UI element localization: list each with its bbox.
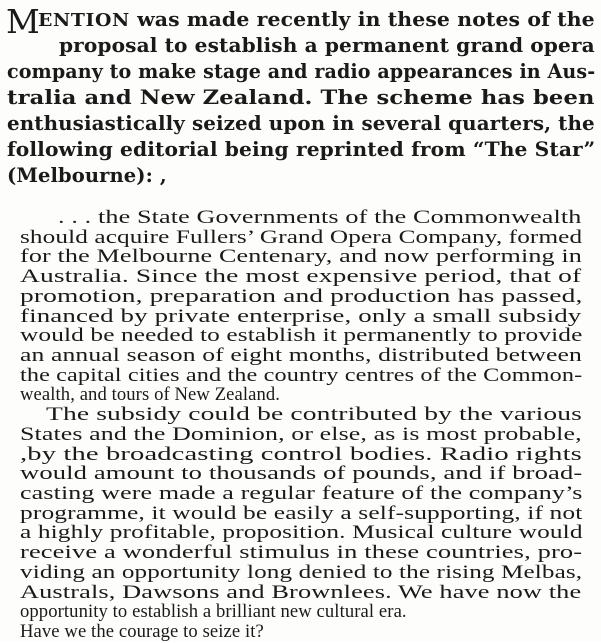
quote-line-20: Australs, Dawsons and Brownlees. We have now the [20,581,582,603]
quote-line-8: an annual season of eight months, distributed between [20,345,582,366]
quote-line-12: States and the Dominion, or else, as is most probable, [20,423,582,445]
quote-line-5: promotion, preparation and production has passed, [20,285,583,307]
quote-line-13: ,by the broadcasting control bodies. Radio rights [20,443,582,465]
quote-line-7: would be needed to establish it permanently to provide [20,325,583,347]
quote-line-3: for the Melbourne Centenary, and now performing in [20,246,582,268]
quote-line-21: opportunity to establish a brilliant new cultural era. [20,601,407,623]
lead-line-7: (Melbourne): , [7,164,167,187]
quote-line-22: Have we the courage to seize it? [20,621,264,642]
quote-line-17: a highly profitable, proposition. Musical culture would [20,522,583,544]
lead-line-4: tralia and New Zealand. The scheme has been [7,86,595,109]
quote-line-14: would amount to thousands of pounds, and if broad- [20,463,583,485]
quote-line-4: Australia. Since the most expensive period, that of [20,266,582,288]
quote-line-11: The subsidy could be contributed by the various [46,404,582,426]
quote-line-10: wealth, and tours of New Zealand. [20,384,281,406]
lead-line-1-rest: was made recently in these notes of the [129,8,595,31]
quote-line-6: financed by private enterprise, only a small subsidy [20,305,582,327]
quote-line-18: receive a wonderful stimulus in these countries, pro- [20,542,583,564]
lead-line-1 [38,7,595,33]
lead-line-2: proposal to establish a permanent grand opera [59,34,595,57]
drop-cap: M [6,2,40,41]
quote-line-19: viding an opportunity long denied to the rising Melbas, [20,561,583,583]
quote-line-15: casting were made a regular feature of the company’s [20,483,583,504]
lead-first-word: ENTION [38,10,130,31]
quote-line-2: should acquire Fullers’ Grand Opera Company, formed [20,226,583,248]
quote-line-1: . . . the State Governments of the Commonwealth [58,207,582,228]
lead-line-3: company to make stage and radio appearances in Aus- [7,60,596,83]
quote-line-16: programme, it would be easily a self-supporting, if not [20,502,583,524]
quote-line-9: the capital cities and the country centres of the Common- [20,364,583,386]
lead-line-6: following editorial being reprinted from “The Star” [7,138,596,161]
lead-line-5: enthusiastically seized upon in several quarters, the [7,112,595,135]
